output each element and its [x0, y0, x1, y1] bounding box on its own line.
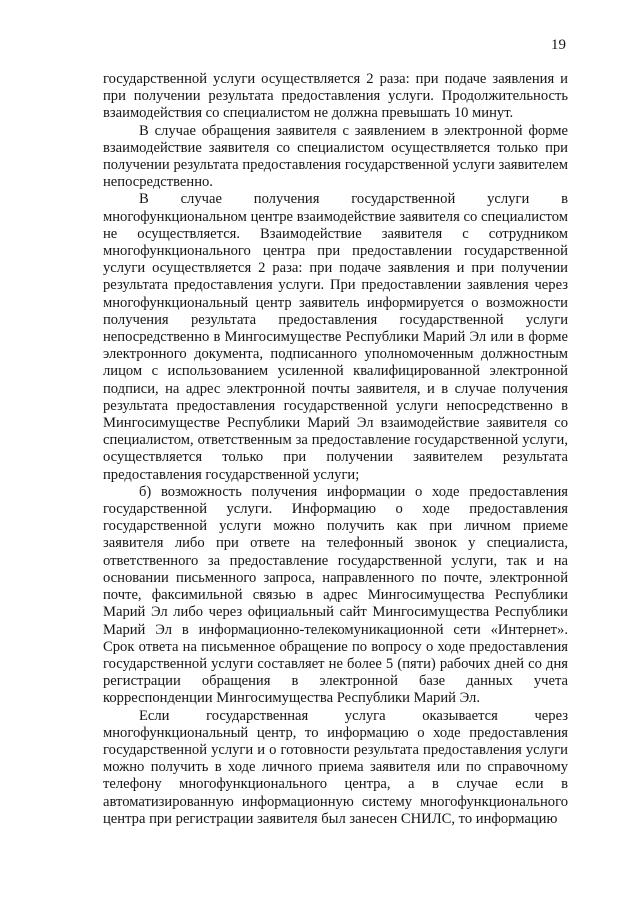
- paragraph-status-information: б) возможность получения информации о ходе предоставления государственной услуги. Информацию о ходе предоставления государственной услуги можно получить как при личном приеме заявителя либо при ответе на телефонный звонок у специалиста, ответственного за предоставление государственной услуги, так и на основании письменного запроса, направленного по почте, электронной почте, факсимильной связью в адрес Мингосимущества Республики Марий Эл либо через официальный сайт Мингосимущества Республики Марий Эл в информационно-телекомуникационной сети «Интернет». Срок ответа на письменное обращение по вопросу о ходе предоставления государственной услуги составляет не более 5 (пяти) рабочих дней со дня регистрации обращения в электронной базе данных учета корреспонденции Мингосимущества Республики Марий Эл.: [103, 483, 568, 707]
- document-body: [103, 71, 568, 828]
- page-number: 19: [551, 37, 566, 53]
- paragraph-mfc-interaction: В случае получения государственной услуги в многофункциональном центре взаимодействие заявителя со специалистом не осуществляется. Взаимодействие заявителя с сотрудником многофункционального центра при предоставлении государственной услуги осуществляется 2 раза: при подаче заявления и при получении результата предоставления услуги. При предоставлении заявления через многофункциональный центр заявитель информируется о возможности получения результата предоставления государственной услуги непосредственно в Мингосимуществе Республики Марий Эл или в форме электронного документа, подписанного уполномоченным должностным лицом с использованием усиленной квалифицированной электронной подписи, на адрес электронной почты заявителя, и в случае получения результата предоставления государственной услуги непосредственно в Мингосимуществе Республики Марий Эл взаимодействие заявителя со специалистом, ответственным за предоставление государственной услуги, осуществляется только при получении заявителем результата предоставления государственной услуги;: [103, 191, 568, 483]
- paragraph-mfc-status: Если государственная услуга оказывается через многофункциональный центр, то информацию о ходе предоставления государственной услуги и о готовности результата предоставления услуги можно получить в ходе личного приема заявителя или по справочному телефону многофункционального центра, а в случае если в автоматизированную информационную систему многофункционального центра при регистрации заявителя был занесен СНИЛС, то информацию: [103, 707, 568, 827]
- paragraph-continuation: государственной услуги осуществляется 2 раза: при подаче заявления и при получении результата предоставления услуги. Продолжительность взаимодействия со специалистом не должна превышать 10 минут.: [103, 71, 568, 122]
- paragraph-electronic-form: В случае обращения заявителя с заявлением в электронной форме взаимодействие заявителя со специалистом осуществляется только при получении результата предоставления государственной услуги заявителем непосредственно.: [103, 122, 568, 191]
